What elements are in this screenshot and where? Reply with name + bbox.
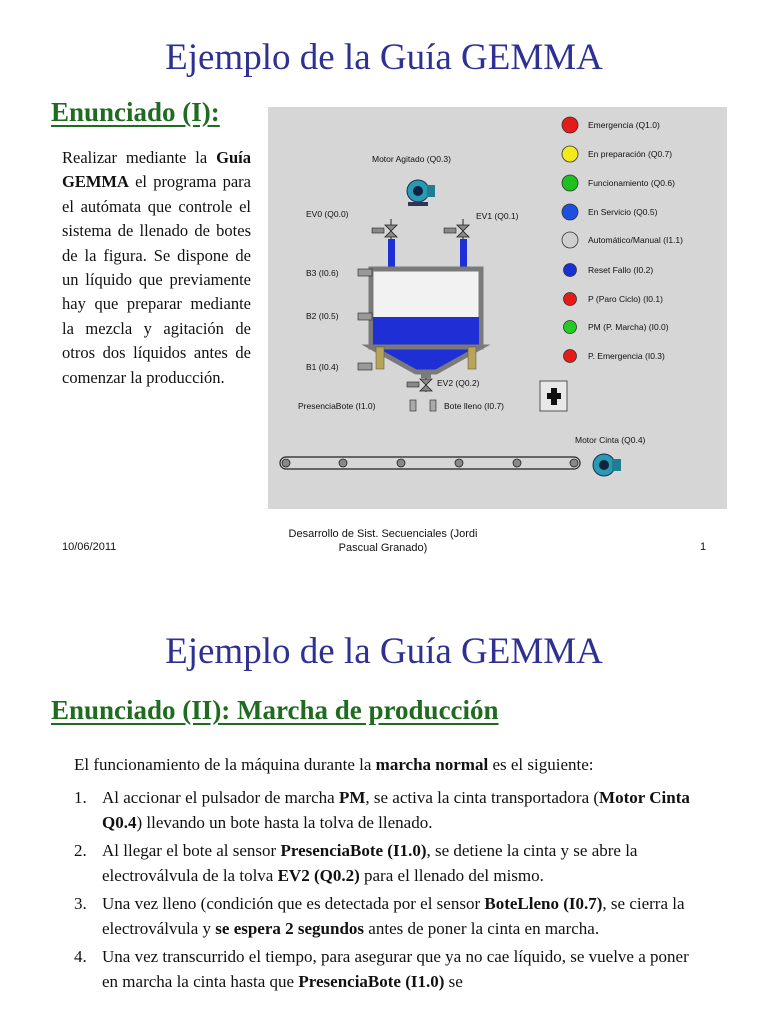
b3-label: B3 (I0.6): [306, 268, 339, 278]
indicator-label: P (Paro Ciclo) (I0.1): [588, 294, 663, 304]
step-number: 1.: [74, 788, 87, 807]
slide1-heading: Enunciado (I):: [51, 97, 220, 127]
indicator-label: En preparación (Q0.7): [588, 149, 673, 159]
indicator-label: Reset Fallo (I0.2): [588, 265, 654, 275]
step-item: 2. Al llegar el bote al sensor PresenciaBote (I1.0), se detiene la cinta y se abre la electroválvula de la tolva EV2 (Q0.2) para el llenado del mismo.: [74, 838, 694, 888]
tank-icon: [371, 269, 481, 378]
b2-label: B2 (I0.5): [306, 311, 339, 321]
ev0-valve-icon: [372, 219, 397, 269]
indicator-light-icon: [564, 321, 577, 334]
indicator-label: Emergencia (Q1.0): [588, 120, 660, 130]
footer-date: 10/06/2011: [62, 541, 117, 553]
indicator-light-icon: [564, 264, 577, 277]
ev2-label: EV2 (Q0.2): [437, 378, 480, 388]
indicator-light-icon: [564, 293, 577, 306]
step-item: 1. Al accionar el pulsador de marcha PM, se activa la cinta transportadora (Motor Cinta Q0.4) llevando un bote hasta la tolva de llenado.: [74, 785, 694, 835]
bote-lleno-label: Bote lleno (I0.7): [444, 401, 505, 411]
conveyor-motor-icon: [593, 454, 621, 476]
indicator-light-icon: [564, 350, 577, 363]
conveyor-belt-icon: [280, 457, 580, 469]
step-number: 3.: [74, 894, 87, 913]
indicator-label: PM (P. Marcha) (I0.0): [588, 322, 669, 332]
slide2-intro: El funcionamiento de la máquina durante la marcha normal es el siguiente:: [74, 755, 594, 774]
ev2-valve-icon: [407, 378, 432, 392]
footer-center: [268, 527, 498, 555]
slide2-title: Ejemplo de la Guía GEMMA: [165, 631, 603, 672]
indicator-label: P. Emergencia (I0.3): [588, 351, 665, 361]
indicator-light-icon: [562, 204, 578, 220]
steps-list: [74, 785, 694, 997]
b1-sensor-icon: [358, 363, 372, 370]
footer-page-number: 1: [700, 541, 707, 553]
step-item: 3. Una vez lleno (condición que es detectada por el sensor BoteLleno (I0.7), se cierra la electroválvula y se espera 2 segundos antes de poner la cinta en marcha.: [74, 891, 694, 941]
indicator-label: Automático/Manual (I1.1): [588, 235, 683, 245]
footer-center-line2: Pascual Granado): [338, 542, 428, 554]
b3-sensor-icon: [358, 269, 372, 276]
indicator-list: [562, 117, 683, 363]
indicator-light-icon: [562, 175, 578, 191]
b2-sensor-icon: [358, 313, 372, 320]
motor-agitado-label: Motor Agitado (Q0.3): [372, 154, 451, 164]
slide1-title: Ejemplo de la Guía GEMMA: [165, 37, 603, 78]
slide1-description: Realizar mediante la Guía GEMMA el programa para el autómata que controle el sistema de llenado de botes de la figura. Se dispone de un líquido que previamente hay que preparar mediante la mezcla y agitación de otros dos líquidos antes de comenzar la producción.: [62, 148, 251, 387]
ev0-label: EV0 (Q0.0): [306, 209, 349, 219]
indicator-label: Funcionamiento (Q0.6): [588, 178, 675, 188]
presencia-sensor-icon: [410, 400, 416, 411]
agitator-motor-icon: [407, 180, 435, 206]
indicator-light-icon: [562, 232, 578, 248]
indicator-light-icon: [562, 146, 578, 162]
selector-switch-icon: [540, 381, 567, 411]
filling-system-diagram: [268, 107, 727, 509]
step-number: 2.: [74, 841, 87, 860]
presencia-bote-label: PresenciaBote (I1.0): [298, 401, 376, 411]
ev1-label: EV1 (Q0.1): [476, 211, 519, 221]
bote-lleno-sensor-icon: [430, 400, 436, 411]
indicator-light-icon: [562, 117, 578, 133]
step-number: 4.: [74, 947, 87, 966]
step-item: 4. Una vez transcurrido el tiempo, para asegurar que ya no cae líquido, se vuelve a poner en marcha la cinta hasta que PresenciaBote (I1.0) se: [74, 944, 694, 994]
b1-label: B1 (I0.4): [306, 362, 339, 372]
indicator-label: En Servicio (Q0.5): [588, 207, 658, 217]
footer-center-line1: Desarrollo de Sist. Secuenciales (Jordi: [288, 528, 478, 540]
ev1-valve-icon: [444, 219, 469, 269]
slide2-heading: Enunciado (II): Marcha de producción: [51, 695, 499, 725]
motor-cinta-label: Motor Cinta (Q0.4): [575, 435, 646, 445]
